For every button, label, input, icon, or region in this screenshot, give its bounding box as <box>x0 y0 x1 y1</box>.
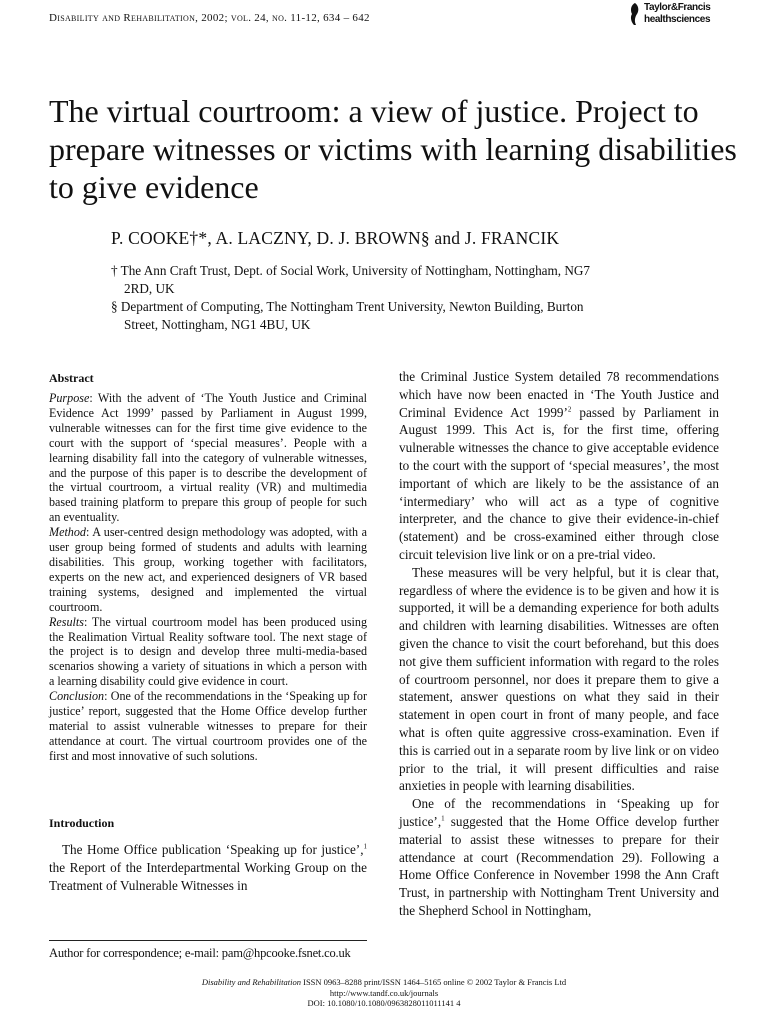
publisher-emblem-icon <box>628 2 642 26</box>
affiliation-2: § Department of Computing, The Nottingham Trent University, Newton Building, Burton Street, Nottingham, NG1 4BU, UK <box>111 299 584 332</box>
publisher-division: healthsciences <box>644 14 711 25</box>
body-paragraph-2: These measures will be very helpful, but it is clear that, regardless of where the evidence is to be given and how it is supported, it will be a demanding experience for both adults and children with learning disabilities. Witnesses are often given the chance to visit the court beforehand, but this does not give them sufficient information with regard to the roles of courtroom personnel, nor does it prepare them to give a statement, answer questions on what they said in their statement in open court in front of many people, and face what is often quite aggressive cross-examination. Even if this is carried out in a separate room by live link or on video prior to the trial, it will present difficulties and raise anxieties in people with learning disabilities. <box>399 564 719 794</box>
introduction-paragraph: The Home Office publication ‘Speaking up for justice’,$^1$ the Report of the Interdepartmental Working Group on the Treatment of Vulnerable Witnesses in <box>49 842 367 893</box>
author-list: P. COOKE†*, A. LACZNY, D. J. BROWN§ and J. FRANCIK <box>111 228 560 248</box>
volume-info: , 2002; vol. 24, no. 11-12, 634 – 642 <box>195 12 370 24</box>
publisher-name: Taylor&Francis <box>644 2 711 13</box>
abstract-body <box>49 391 367 764</box>
journal-name: Disability and Rehabilitation <box>49 12 196 24</box>
publisher-logo <box>628 2 728 28</box>
footer-url: http://www.tandf.co.uk/journals <box>329 988 439 998</box>
running-header <box>49 12 370 24</box>
abstract-heading: Abstract <box>49 371 94 385</box>
affiliation-1: † The Ann Craft Trust, Dept. of Social Work, University of Nottingham, Nottingham, NG7 2RD, UK <box>111 263 591 296</box>
body-paragraph-1: the Criminal Justice System detailed 78 recommendations which have now been enacted in ‘The Youth Justice and Criminal Evidence Act 1999’$^2$ passed by Parliament in August 1999. This Act is, for the first time, offering vulnerable witnesses the chance to give acceptable evidence to the court with the support of ‘special measures’, the most important of which are likely to be the assistance of an ‘intermediary’ who will act as a type of cognitive interpreter, and the chance to give their evidence-in-chief (statement) and be cross-examined either through close circuit television live link or on a pre-trial video. <box>399 369 720 562</box>
footer-citation: Disability and Rehabilitation ISSN 0963–8288 print/ISSN 1464–5165 online © 2002 Taylor & Francis Ltd <box>201 977 567 987</box>
right-column-body <box>399 368 719 920</box>
footer-doi: DOI: 10.1080/10.1080/0963828011011141 4 <box>307 998 461 1008</box>
abstract-results: Results: The virtual courtroom model has been produced using the Realimation Virtual Reality software tool. The next stage of the project is to design and develop three multi-media-based scenarios showing a variety of situations in which a person with a learning disability could give evidence in court. <box>49 614 367 689</box>
introduction-heading: Introduction <box>49 816 115 830</box>
abstract-purpose: Purpose: With the advent of ‘The Youth Justice and Criminal Evidence Act 1999’ passed by Parliament in August 1999, vulnerable witnesses can for the first time give evidence to the court with the support of ‘special measures’. People with a learning disability fall into the category of vulnerable witnesses, and the purpose of this paper is to describe the development of the virtual courtroom, a virtual reality (VR) and multimedia based training platform to prepare this group of people for such an eventuality. <box>49 391 367 525</box>
body-paragraph-3: One of the recommendations in ‘Speaking up for justice’,$^1$ suggested that the Home Office develop further material to assist these witnesses to prepare for their attendance at court (Recommendation 29). Following a Home Office Conference in November 1998 the Ann Craft Trust, in partnership with Nottingham Trent University and the Shepherd School in Nottingham, <box>399 796 719 918</box>
footnote-divider <box>49 940 367 941</box>
abstract-method: Method: A user-centred design methodology was adopted, with a user group being formed of students and adults with learning disabilities. This group, working together with facilitators, experts on the new act, and experienced designers of VR based training systems, designed and implemented the virtual courtroom. <box>49 525 367 614</box>
paper-title: The virtual courtroom: a view of justice. Project to prepare witnesses or victims with learning disabilities to give evidence <box>49 93 737 205</box>
abstract-conclusion: Conclusion: One of the recommendations in the ‘Speaking up for justice’ report, suggested that the Home Office develop further material to assist vulnerable witnesses to prepare for their attendance at court. The virtual courtroom provides one of the first and most innovative of such solutions. <box>49 689 367 763</box>
introduction-body <box>49 841 367 894</box>
correspondence-note: Author for correspondence; e-mail: pam@hpcooke.fsnet.co.uk <box>49 946 351 960</box>
